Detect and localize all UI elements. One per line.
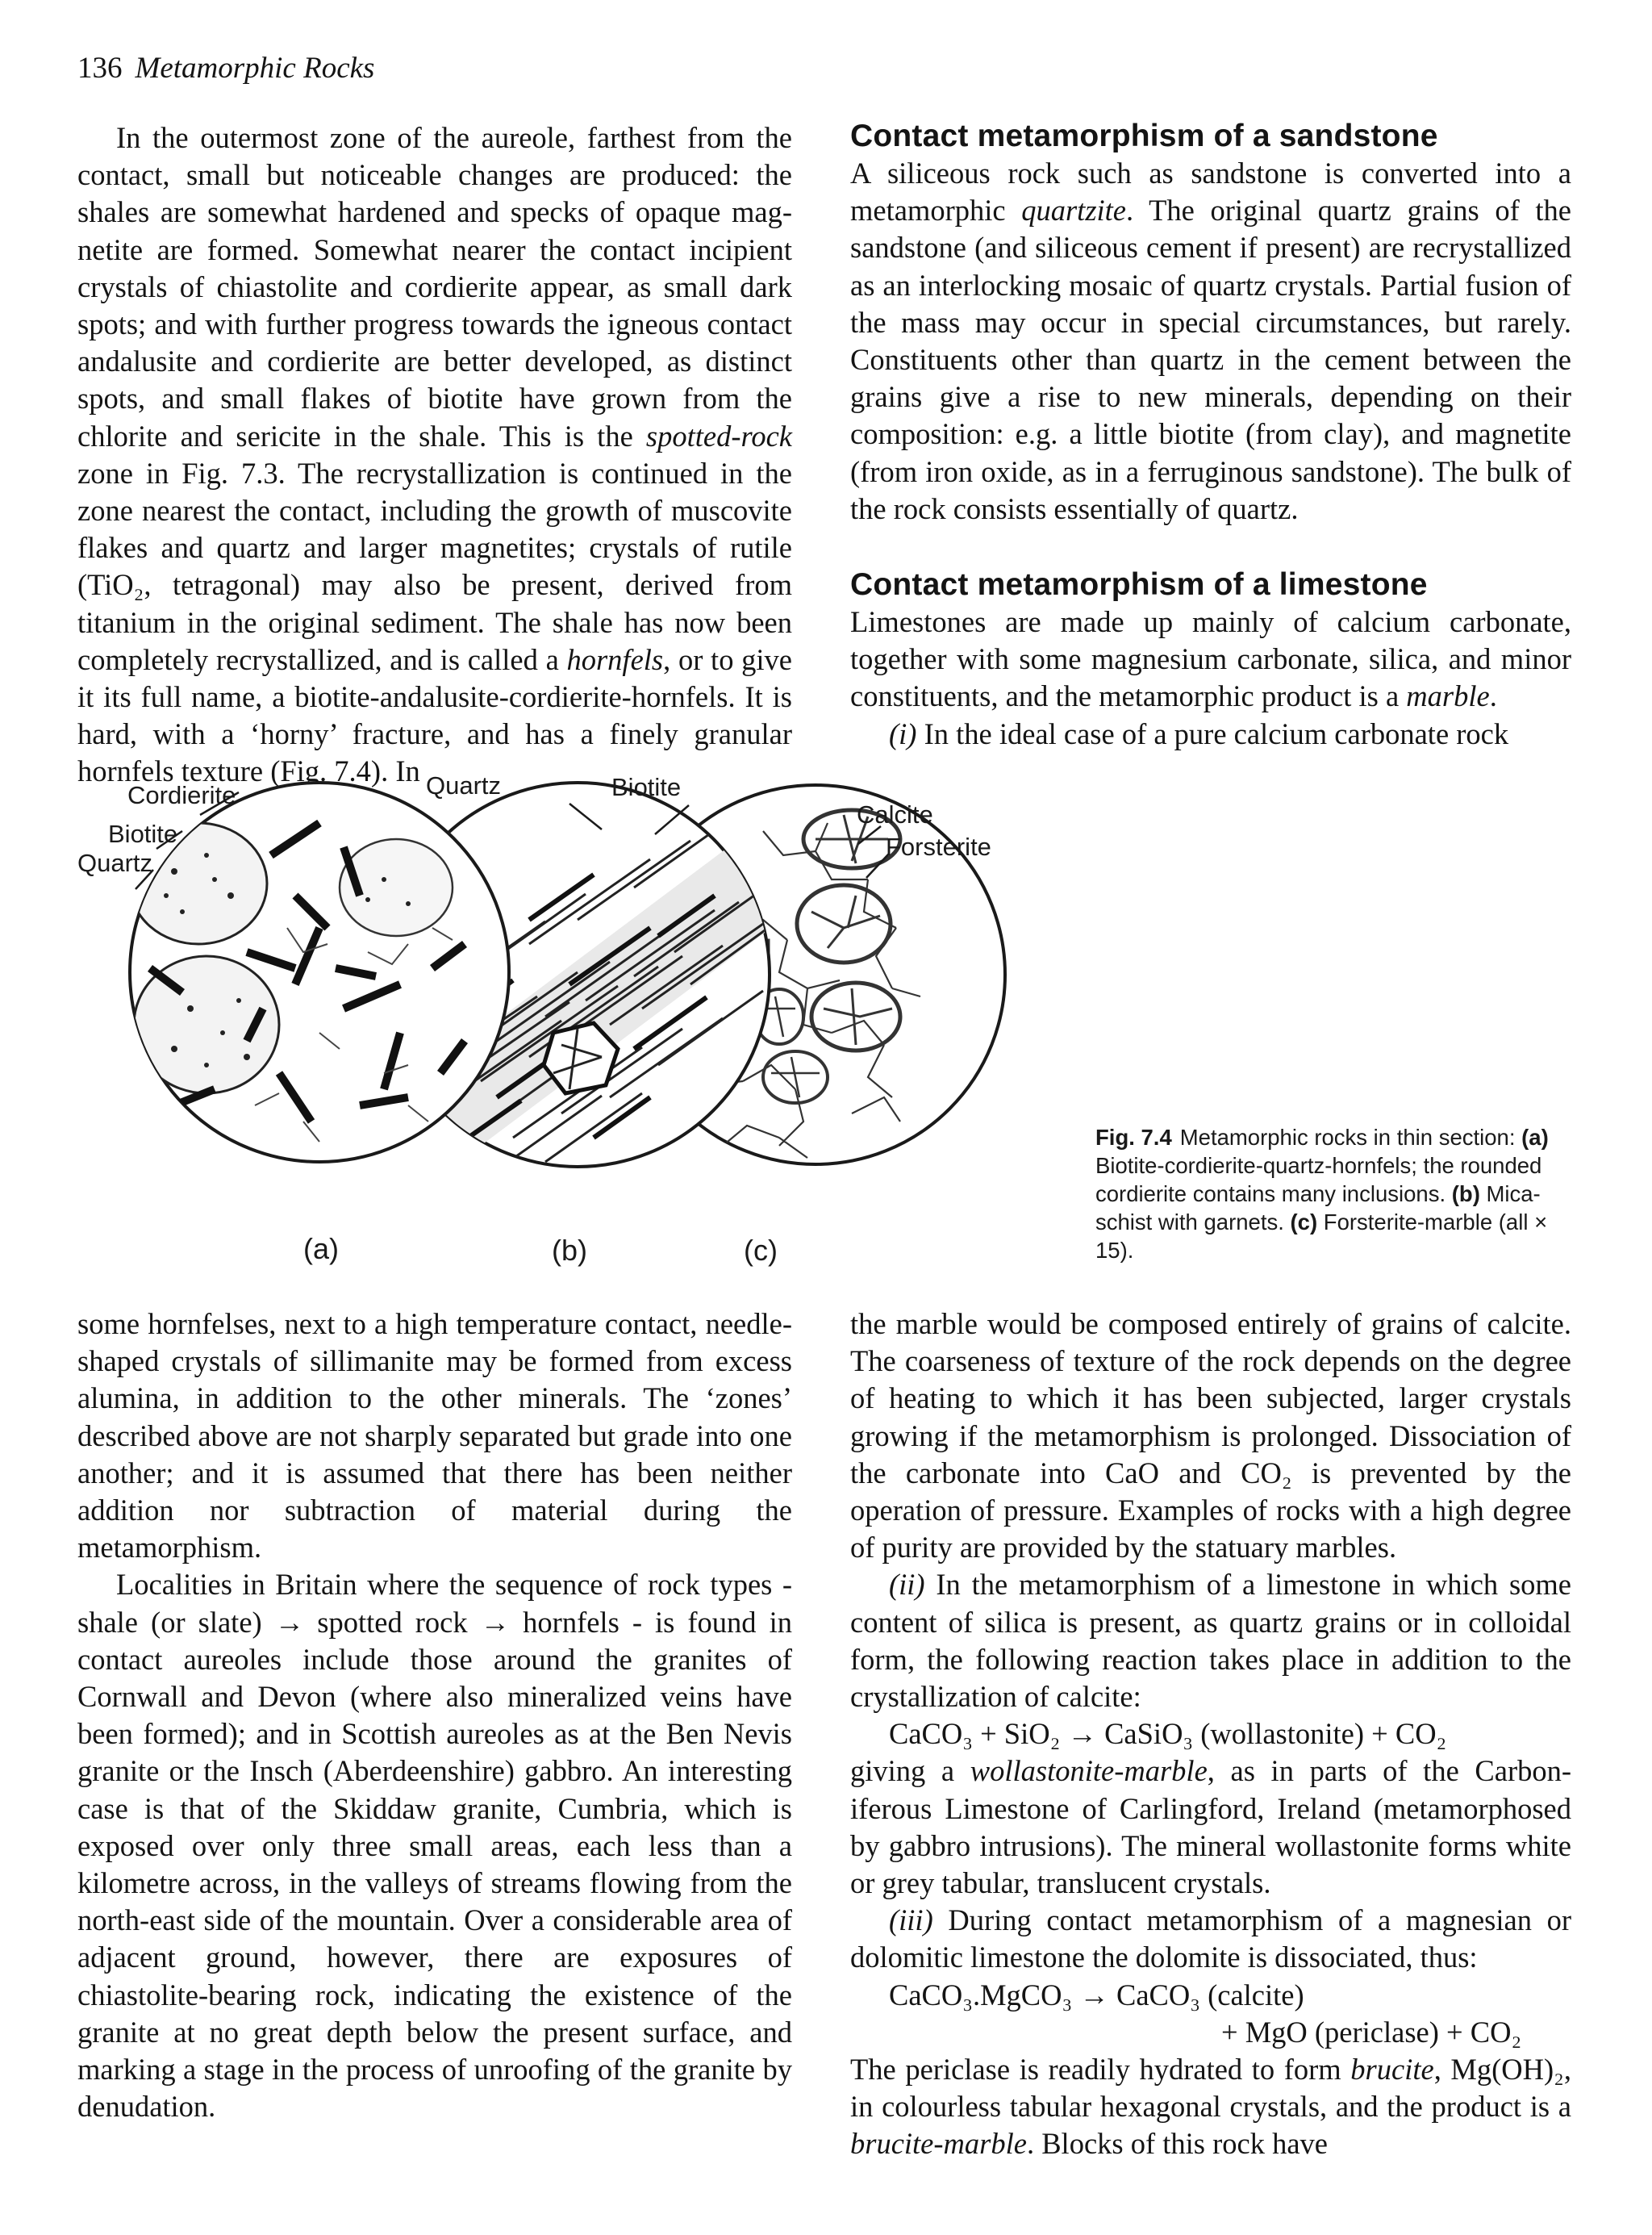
left-column-bottom	[77, 1305, 792, 2125]
term-quartzite: quartzite	[1021, 194, 1127, 228]
label-biotite-a: Biotite	[108, 820, 178, 848]
figure-7-4	[77, 767, 1571, 1283]
equation-dolomite-line1: CaCO₃.MgCO₃ → CaCO₃ (calcite)	[889, 1978, 1304, 2012]
term-spotted-rock: spotted-rock	[645, 419, 792, 453]
term-brucite-marble: brucite-marble	[850, 2127, 1027, 2161]
label-calcite: Calcite	[857, 800, 933, 829]
term-brucite: brucite	[1350, 2053, 1434, 2087]
term-marble: marble	[1406, 679, 1490, 713]
paragraph-siliceous-limestone: (ii) In the metamorphism of a limestone in which some content of silica is present, as quartz grains or in colloidal form, the following reaction takes place in addition to the crystallization of calcite:	[850, 1568, 1571, 1714]
paragraph-dolomitic-limestone: (iii) During contact metamorphism of a magnesian or dolomitic limestone the dolomite is dissociated, thus:	[850, 1903, 1571, 1974]
chapter-title: Metamorphic Rocks	[135, 52, 375, 85]
equation-dolomite-line2: + MgO (periclase) + CO₂	[1221, 2015, 1522, 2049]
left-column-top	[77, 119, 792, 791]
paragraph-sandstone: A siliceous rock such as sandstone is converted into a metamorphic quartzite. The original quartz grains of the sandstone (and siliceous cement if present) are recrystallized as an interlocking mosaic of quartz crystals. Partial fusion of the mass may occur in special circumstances, but rarely. Constituents other than quartz in the cement between the grains give a rise to new minerals, depending on their composition: e.g. a little biotite (from clay), and magnetite (from iron oxide, as in a ferruginous sandstone). The bulk of the rock consists essentially of quartz.	[850, 157, 1571, 525]
label-quartz-a: Quartz	[77, 849, 153, 877]
panel-a-hornfels	[130, 783, 509, 1162]
term-wollastonite-marble: wollastonite-marble	[970, 1754, 1208, 1788]
paragraph-calcite-marble: the marble would be composed entirely of grains of calcite. The coarseness of texture of the rock depends on the degree of heating to which it has been subjected, larger crystals growing if the metamorphism is prolonged. Dissociation of the carbonate into CaO and CO₂ is prevented by the operation of pressure. Examples of rocks with a high degree of purity are provided by the statuary marbles.	[850, 1307, 1571, 1564]
enum-i: (i)	[889, 716, 917, 750]
enum-iii: (iii)	[889, 1903, 933, 1937]
equation-wollastonite: CaCO₃ + SiO₂ → CaSiO₃ (wollastonite) + CO₂	[889, 1717, 1447, 1751]
heading-sandstone: Contact metamorphism of a sandstone	[850, 119, 1438, 153]
paragraph-aureole-zones: In the outermost zone of the aureole, farthest from the contact, small but noticeable changes are produced: the shales are somewhat hardened and specks of opaque magnetite are formed. Somewhat nearer the contact incipient crystals of chiastolite and cordierite appear, as small dark spots; and with further progress towards the igneous contact andalusite and cordierite are better developed, as distinct spots, and small flakes of biotite have grown from the chlorite and sericite in the shale. This is the spotted-rock zone in Fig. 7.3. The recrystallization is continued in the zone nearest the contact, including the growth of muscovite flakes and quartz and larger magnetites; crystals of rutile (TiO₂, tetragonal) may also be present, derived from titanium in the original sediment. The shale has now been completely recrystallized, and is called a hornfels, or to give it its full name, a biotite-andalusite-cordierite-hornfels. It is hard, with a ‘horny’ fracture, and has a finely granular hornfels texture (Fig. 7.4). In	[77, 121, 792, 788]
paragraph-wollastonite-marble: giving a wollastonite-marble, as in parts of the Carboniferous Limestone of Carlingford, Ireland (metamorphosed by gabbro intrusions). The mineral wollastonite forms white or grey tabular, translucent crystals.	[850, 1754, 1572, 1900]
label-cordierite: Cordierite	[127, 781, 236, 809]
page-number: 136	[77, 52, 123, 85]
right-column-bottom	[850, 1305, 1571, 2163]
panel-label-a: (a)	[303, 1232, 339, 1265]
heading-limestone: Contact metamorphism of a limestone	[850, 567, 1428, 603]
running-head	[77, 50, 374, 87]
enum-ii: (ii)	[889, 1568, 925, 1602]
paragraph-brucite-marble: The periclase is readily hydrated to form brucite, Mg(OH)₂, in colourless tabular hexagonal crystals, and the product is a brucite-marble. Blocks of this rock have	[850, 2053, 1571, 2161]
figure-caption: Fig. 7.4 Metamorphic rocks in thin section: (a) Biotite-cordierite-quartz-hornfels; the rounded cordierite contains many inclusions. (b) Mica-schist with garnets. (c) Forsterite-marble (all × 15).	[1095, 1125, 1549, 1263]
paragraph-limestone: Limestones are made up mainly of calcium carbonate, together with some magnesium carbonate, silica, and minor constituents, and the metamorphic product is a marble.	[850, 605, 1571, 713]
label-biotite-b: Biotite	[611, 773, 682, 801]
panel-label-b: (b)	[552, 1234, 587, 1267]
panel-label-c: (c)	[744, 1234, 778, 1267]
paragraph-british-localities: Localities in Britain where the sequence of rock types - shale (or slate) → spotted rock → hornfels - is found in contact aureoles include those around the granites of Cornwall and Devon (where also mineralized veins have been formed); and in Scottish aureoles as at the Ben Nevis granite or the Insch (Aberdeenshire) gabbro. An interesting case is that of the Skiddaw granite, Cumbria, which is exposed over only three small areas, each less than a kilometre across, in the valleys of streams flowing from the north-east side of the mountain. Over a considerable area of adjacent ground, however, there are exposures of chiastolite-bearing rock, indicating the existence of the granite at no great depth below the present surface, and marking a stage in the process of unroofing of the granite by denudation.	[77, 1568, 792, 2124]
right-column-top	[850, 118, 1571, 753]
paragraph-sillimanite: some hornfelses, next to a high temperature contact, needle-shaped crystals of sillimanite may be formed from excess alumina, in addition to the other minerals. The ‘zones’ described above are not sharply separated but grade into one another; and it is assumed that there has been neither addition nor subtraction of material during the metamorphism.	[77, 1307, 792, 1564]
label-forsterite: Forsterite	[886, 833, 991, 861]
term-hornfels: hornfels	[566, 642, 664, 676]
paragraph-pure-limestone: (i) In the ideal case of a pure calcium carbonate rock	[889, 716, 1509, 750]
label-quartz-b: Quartz	[426, 771, 502, 800]
figure-number: Fig. 7.4	[1095, 1125, 1172, 1150]
